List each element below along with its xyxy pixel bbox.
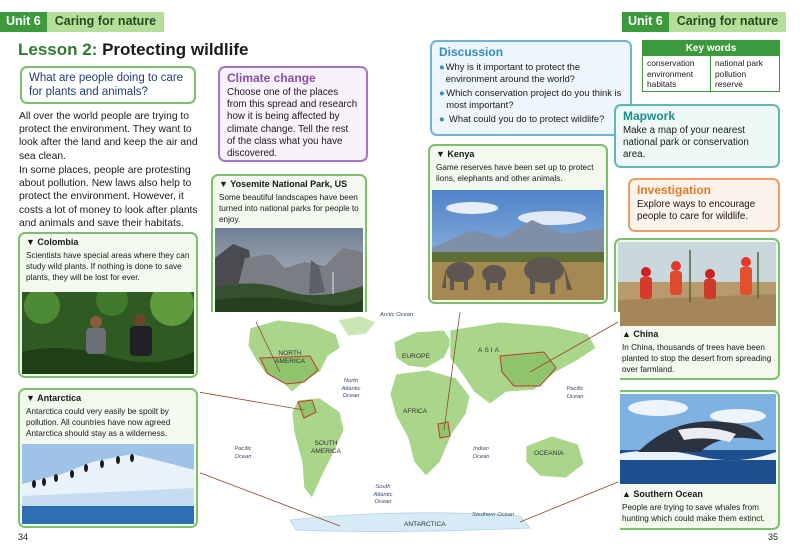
intro-paragraph-1: All over the world people are trying to protect the environment. They want to look after the land and keep the air and sea clean. [19, 111, 198, 162]
map-label-asia: ASIA [478, 347, 502, 354]
china-caption [616, 326, 778, 375]
page-number-right: 35 [768, 532, 779, 542]
unit-tab-right [622, 12, 786, 32]
discussion-box [430, 40, 632, 136]
discussion-item-text: Why is it important to protect the environment around the world? [445, 61, 581, 84]
discussion-item-text: What could you do to protect wildlife? [449, 113, 605, 124]
key-words-title: Key words [643, 41, 779, 56]
antarctica-photo [22, 444, 194, 524]
antarctica-text: Antarctica could very easily be spoilt by pollution. All countries have now agreed Antarctica should stay as a wilderness. [26, 407, 171, 438]
yosemite-text: Some beautiful landscapes have been turned into national parks for people to enjoy. [219, 193, 359, 224]
page-number-left: 34 [18, 532, 29, 542]
china-card [614, 238, 780, 380]
kenya-heading: ▼ Kenya [436, 149, 475, 159]
colombia-text: Scientists have special areas where they can study wild plants. If nothing is done to save plants, they will be lost for ever. [26, 251, 190, 282]
yosemite-card [211, 174, 367, 318]
intro-paragraph-2: In some places, people are protesting about pollution. New laws also help to protect the environment. However, it costs a lot of money to look after plants and animals and save their habitats. [19, 165, 198, 229]
investigation-title: Investigation [637, 183, 712, 197]
investigation-box [628, 178, 780, 232]
key-words-box [642, 40, 780, 92]
antarctica-caption [20, 393, 196, 439]
map-label-pacific-left: Pacific Ocean [234, 446, 252, 460]
lesson-title [18, 40, 249, 60]
climate-change-text: Choose one of the places from this spread and research how it is being affected by climate change. Tell the rest of the class what you have discovered. [227, 87, 358, 160]
map-label-arctic: Arctic Ocean [380, 312, 414, 318]
map-label-oceania: OCEANIA [534, 450, 564, 457]
keyword: environment [647, 68, 694, 79]
kenya-card [428, 144, 608, 304]
unit-topic: Caring for nature [669, 12, 786, 32]
colombia-heading: ▼ Colombia [26, 237, 79, 247]
southern-ocean-photo [618, 394, 776, 484]
kenya-photo [432, 190, 604, 300]
kenya-caption [430, 149, 606, 184]
map-label-europe: EUROPE [402, 353, 430, 360]
discussion-item: ● What could you do to protect wildlife? [439, 113, 605, 124]
unit-tab-left [0, 12, 164, 32]
keyword: pollution [715, 68, 747, 79]
china-photo [618, 242, 776, 326]
climate-change-box [218, 66, 368, 162]
world-map [200, 312, 620, 538]
keyword: conservation [647, 58, 695, 68]
map-label-north-america: NORTH AMERICA [274, 350, 306, 365]
discussion-item-text: Which conservation project do you think is most important? [446, 87, 622, 110]
yosemite-photo [215, 228, 363, 314]
yosemite-heading: ▼ Yosemite National Park, US [219, 179, 348, 189]
china-text: In China, thousands of trees have been planted to stop the desert from spreading over farmland. [622, 343, 772, 374]
map-label-south-atlantic: South Atlantic Ocean [373, 484, 393, 505]
southern-ocean-card [614, 390, 780, 530]
question-box: What are people doing to care for plants and animals? [20, 66, 196, 104]
yosemite-caption [213, 179, 365, 225]
southern-ocean-caption [616, 486, 778, 524]
investigation-text: Explore ways to encourage people to care for wildlife. [637, 199, 756, 222]
discussion-item: ● Which conservation project do you think is most important? [439, 87, 622, 110]
lesson-name: Protecting wildlife [102, 40, 249, 59]
colombia-caption [20, 237, 196, 283]
mapwork-title: Mapwork [623, 109, 676, 123]
colombia-card [18, 232, 198, 378]
antarctica-card [18, 388, 198, 528]
lesson-prefix: Lesson 2: [18, 40, 98, 59]
colombia-photo [22, 292, 194, 374]
mapwork-box [614, 104, 780, 168]
key-words-col-2 [711, 56, 779, 92]
antarctica-heading: ▼ Antarctica [26, 393, 82, 403]
climate-change-title: Climate change [227, 71, 316, 85]
map-label-southern: Southern Ocean [472, 512, 515, 518]
unit-number: Unit 6 [622, 12, 669, 32]
mapwork-text: Make a map of your nearest national park or conservation area. [623, 125, 749, 160]
unit-topic: Caring for nature [47, 12, 164, 32]
map-label-south-america: SOUTH AMERICA [310, 440, 342, 455]
unit-number: Unit 6 [0, 12, 47, 32]
kenya-text: Game reserves have been set up to protect lions, elephants and other animals. [436, 163, 594, 183]
map-label-antarctica: ANTARCTICA [404, 521, 446, 528]
china-heading: ▲ China [622, 329, 659, 339]
map-label-north-atlantic: North Atlantic Ocean [341, 378, 361, 399]
key-words-col-1 [643, 56, 711, 92]
keyword: reserve [715, 79, 743, 89]
discussion-item: ● Why is it important to protect the environment around the world? [439, 61, 623, 84]
southern-ocean-heading: ▲ Southern Ocean [622, 489, 703, 499]
map-label-africa: AFRICA [403, 408, 428, 415]
keyword: national park [715, 58, 763, 68]
map-label-indian: Indian Ocean [472, 446, 490, 460]
map-label-pacific-right: Pacific Ocean [566, 386, 584, 400]
southern-ocean-text: People are trying to save whales from hunting which could make them extinct. [622, 503, 765, 523]
keyword: habitats [647, 79, 677, 89]
discussion-title: Discussion [439, 45, 504, 59]
